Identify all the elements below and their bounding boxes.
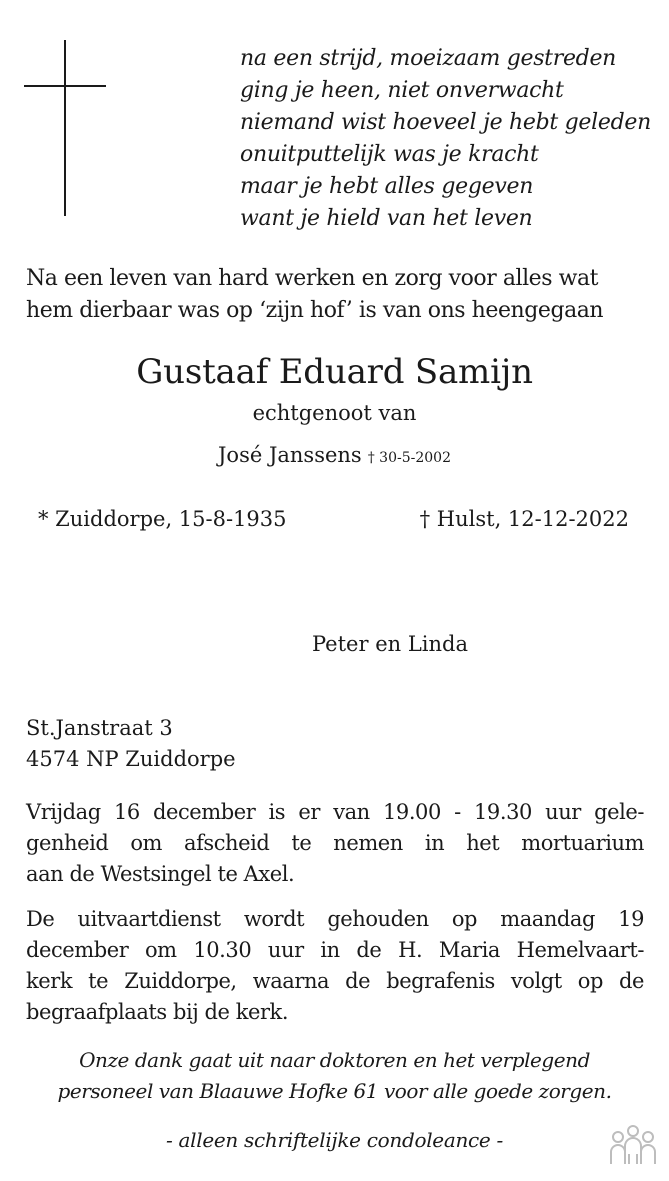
paragraph-line: december om 10.30 uur in de H. Maria Hemelvaart- bbox=[26, 938, 644, 962]
poem-line: ging je heen, niet onverwacht bbox=[240, 78, 564, 103]
poem-line: want je hield van het leven bbox=[240, 206, 533, 231]
funeral-paragraph bbox=[26, 904, 644, 1028]
relation-label: echtgenoot van bbox=[252, 401, 417, 425]
poem-line: niemand wist hoeveel je hebt geleden bbox=[240, 110, 651, 135]
farewell-paragraph bbox=[26, 797, 644, 890]
spouse-death-date: † 30-5-2002 bbox=[367, 450, 451, 466]
birth-info: * Zuiddorpe, 15-8-1935 bbox=[38, 507, 287, 531]
death-info: † Hulst, 12-12-2022 bbox=[419, 507, 629, 531]
family-names: Peter en Linda bbox=[312, 632, 468, 656]
paragraph-line: kerk te Zuiddorpe, waarna de begrafenis volgt op de bbox=[26, 969, 644, 993]
people-group-icon bbox=[608, 1124, 658, 1166]
cross-vertical-bar bbox=[64, 40, 66, 216]
paragraph-line: aan de Westsingel te Axel. bbox=[26, 862, 295, 886]
thanks-line: Onze dank gaat uit naar doktoren en het verplegend bbox=[79, 1048, 590, 1072]
address-city: 4574 NP Zuiddorpe bbox=[26, 747, 236, 771]
spouse-line bbox=[0, 440, 669, 473]
poem bbox=[240, 43, 651, 235]
paragraph-line: Vrijdag 16 december is er van 19.00 - 19.30 uur gele- bbox=[26, 800, 644, 824]
poem-line: na een strijd, moeizaam gestreden bbox=[240, 46, 617, 71]
paragraph-line: De uitvaartdienst wordt gehouden op maandag 19 bbox=[26, 907, 644, 931]
spouse-name: José Janssens bbox=[218, 443, 362, 467]
poem-line: maar je hebt alles gegeven bbox=[240, 174, 534, 199]
thanks-text bbox=[0, 1045, 669, 1107]
address-block bbox=[26, 713, 236, 775]
intro-line: hem dierbaar was op ‘zijn hof’ is van ons heengegaan bbox=[26, 298, 604, 323]
address-street: St.Janstraat 3 bbox=[26, 716, 173, 740]
intro-text bbox=[26, 263, 646, 327]
condolence-note: - alleen schriftelijke condoleance - bbox=[166, 1128, 503, 1152]
poem-line: onuitputtelijk was je kracht bbox=[240, 142, 539, 167]
intro-line: Na een leven van hard werken en zorg voor alles wat bbox=[26, 266, 599, 291]
deceased-name: Gustaaf Eduard Samijn bbox=[136, 352, 533, 392]
paragraph-line: genheid om afscheid te nemen in het mortuarium bbox=[26, 831, 644, 855]
thanks-line: personeel van Blaauwe Hofke 61 voor alle goede zorgen. bbox=[57, 1079, 612, 1103]
cross-horizontal-bar bbox=[24, 85, 106, 87]
paragraph-line: begraafplaats bij de kerk. bbox=[26, 1000, 289, 1024]
